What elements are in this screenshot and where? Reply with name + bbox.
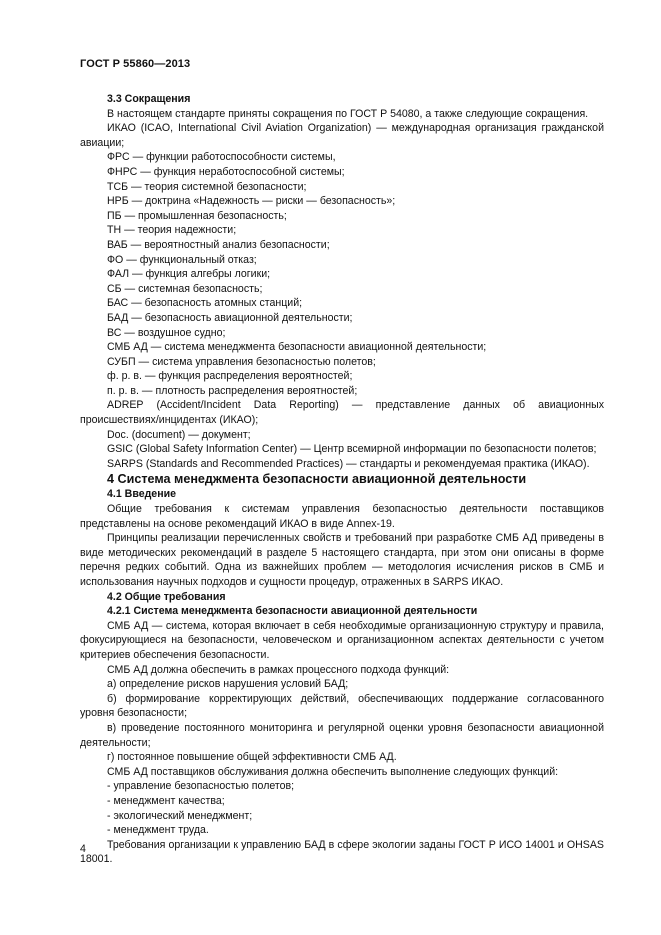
abbreviation-item: GSIC (Global Safety Information Center) — Центр всемирной информации по безопасности полетов;: [107, 443, 597, 456]
abbreviation-item: НРБ — доктрина «Надежность — риски — безопасность»;: [107, 195, 396, 208]
body-paragraph: СМБ АД поставщиков обслуживания должна обеспечить выполнение следующих функций:: [107, 765, 559, 778]
section-4-2-1-heading: 4.2.1 Система менеджмента безопасности авиационной деятельности: [107, 605, 478, 618]
abbreviation-item: ВС — воздушное судно;: [107, 326, 226, 339]
abbreviation-item: ФО — функциональный отказ;: [107, 253, 257, 266]
document-body: [80, 92, 604, 867]
list-item: в) проведение постоянного мониторинга и регулярной оценки уровня безопасности авиационной деятельности;: [80, 721, 604, 749]
abbreviation-item: ADREP (Accident/Incident Data Reporting) — представление данных об авиационных происшествиях/инцидентах (ИКАО);: [80, 399, 604, 427]
list-item: - менеджмент труда.: [107, 824, 209, 837]
list-item: б) формирование корректирующих действий, обеспечивающих поддержание согласованного уровня безопасности;: [80, 692, 604, 720]
abbreviation-item: SARPS (Standards and Recommended Practices) — стандарты и рекомендуемая практика (ИКАО).: [107, 457, 590, 470]
list-item: - экологический менеджмент;: [107, 809, 253, 822]
abbreviation-item: ФРС — функции работоспособности системы,: [107, 151, 336, 164]
abbreviation-item: БАД — безопасность авиационной деятельности;: [107, 311, 353, 324]
section-4-2-heading: 4.2 Общие требования: [107, 590, 226, 603]
abbreviation-item: ИКАО (ICAO, International Civil Aviation Organization) — международная организация гражданской авиации;: [80, 122, 604, 149]
section-3-3-heading: 3.3 Сокращения: [107, 93, 191, 105]
abbreviation-item: ПБ — промышленная безопасность;: [107, 209, 287, 222]
body-paragraph: СМБ АД — система, которая включает в себя необходимые организационную структуру и правила, фокусирующиеся на безопасности, человеческом и организационном аспектах деятельности с учетом критериев обеспечения безопасности.: [80, 619, 604, 661]
standard-code-header: ГОСТ Р 55860—2013: [80, 58, 191, 70]
abbreviation-item: ТСБ — теория системной безопасности;: [107, 180, 307, 193]
abbreviation-item: ФНРС — функция неработоспособной системы;: [107, 165, 345, 178]
list-item: - управление безопасностью полетов;: [107, 780, 295, 793]
abbreviation-item: СУБП — система управления безопасностью полетов;: [107, 355, 376, 368]
list-item: а) определение рисков нарушения условий БАД;: [107, 678, 349, 691]
abbreviation-item: ТН — теория надежности;: [107, 224, 237, 237]
abbreviation-item: ФАЛ — функция алгебры логики;: [107, 268, 271, 281]
abbreviations-list: [80, 121, 604, 471]
abbreviation-item: ВАБ — вероятностный анализ безопасности;: [107, 238, 330, 251]
list-item: - менеджмент качества;: [107, 794, 225, 807]
abbreviations-intro: В настоящем стандарте приняты сокращения по ГОСТ Р 54080, а также следующие сокращения.: [107, 107, 589, 120]
abbreviation-item: Doc. (document) — документ;: [107, 428, 251, 441]
abbreviation-item: п. р. в. — плотность распределения вероятностей;: [107, 384, 358, 397]
abbreviation-item: СМБ АД — система менеджмента безопасности авиационной деятельности;: [107, 341, 487, 354]
page-number: 4: [80, 843, 86, 855]
abbreviation-item: ф. р. в. — функция распределения вероятностей;: [107, 370, 353, 383]
abbreviation-item: БАС — безопасность атомных станций;: [107, 297, 303, 310]
section-4-heading: 4 Система менеджмента безопасности авиационной деятельности: [107, 472, 527, 487]
intro-paragraph: Общие требования к системам управления безопасностью деятельности поставщиков представлены на основе рекомендаций ИКАО в виде Annex-19.: [80, 503, 604, 530]
body-paragraph: СМБ АД должна обеспечить в рамках процессного подхода функций:: [107, 663, 450, 676]
list-item: г) постоянное повышение общей эффективности СМБ АД.: [107, 751, 397, 764]
section-4-1-heading: 4.1 Введение: [107, 488, 177, 501]
abbreviation-item: СБ — системная безопасность;: [107, 282, 263, 295]
body-paragraph: Требования организации к управлению БАД в сфере экологии заданы ГОСТ Р ИСО 14001 и OHSAS 18001.: [80, 838, 604, 866]
intro-paragraph: Принципы реализации перечисленных свойств и требований при разработке СМБ АД приведены в виде методических рекомендаций в разделе 5 настоящего стандарта, при этом они описаны в форме перечня редких событий. Одна из важнейших проблем — методология исчисления рисков в СМБ и использования научных подходов и сущности процедур, отраженных в SARPS ИКАО.: [80, 532, 604, 588]
